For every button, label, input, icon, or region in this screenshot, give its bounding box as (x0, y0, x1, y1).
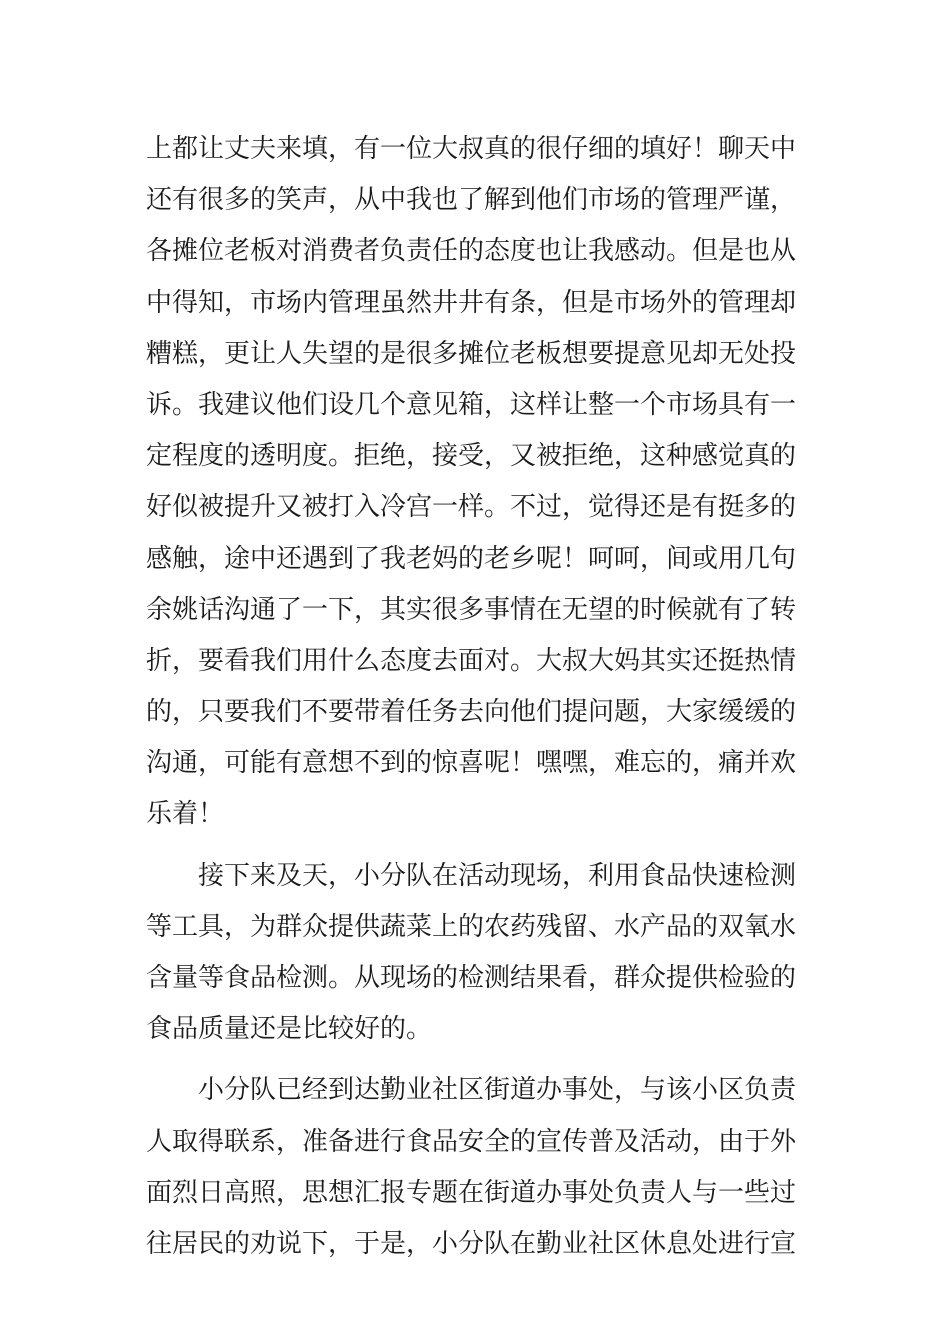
text-line: 乐着！ (146, 799, 225, 830)
text-line: 折，要看我们用什么态度去面对。大叔大妈其实还挺热情 (146, 645, 797, 676)
text-line: 含量等食品检测。从现场的检测结果看，群众提供检验的 (146, 963, 797, 993)
document-body (146, 124, 814, 1270)
text-line: 食品质量还是比较好的。 (146, 1014, 433, 1045)
text-line: 好似被提升又被打入冷宫一样。不过，觉得还是有挺多的 (146, 492, 797, 523)
text-line: 糟糕，更让人失望的是很多摊位老板想要提意见却无处投 (146, 338, 797, 369)
text-line: 沟通，可能有意想不到的惊喜呢！嘿嘿，难忘的，痛并欢 (146, 748, 797, 779)
text-line: 小分队已经到达勤业社区街道办事处，与该小区负责 (146, 1075, 797, 1106)
text-line: 面烈日高照，思想汇报专题在街道办事处负责人与一些过 (146, 1177, 797, 1208)
text-line: 各摊位老板对消费者负责任的态度也让我感动。但是也从 (146, 236, 797, 267)
text-line: 诉。我建议他们设几个意见箱，这样让整一个市场具有一 (146, 389, 797, 420)
paragraph-spacer (146, 1055, 814, 1065)
paragraph-3 (146, 1065, 814, 1270)
text-line: 还有很多的笑声，从中我也了解到他们市场的管理严谨， (146, 185, 797, 216)
text-line: 定程度的透明度。拒绝，接受，又被拒绝，这种感觉真的 (146, 441, 797, 472)
text-line: 上都让丈夫来填，有一位大叔真的很仔细的填好！聊天中 (146, 134, 797, 164)
text-line: 往居民的劝说下，于是，小分队在勤业社区休息处进行宣 (146, 1228, 797, 1259)
text-line: 余姚话沟通了一下，其实很多事情在无望的时候就有了转 (146, 594, 797, 625)
paragraph-spacer (146, 841, 814, 851)
text-line: 等工具，为群众提供蔬菜上的农药残留、水产品的双氧水 (146, 911, 797, 942)
paragraph-1 (146, 124, 814, 841)
text-line: 的，只要我们不要带着任务去向他们提问题，大家缓缓的 (146, 697, 797, 728)
paragraph-2 (146, 851, 814, 1056)
text-line: 人取得联系，准备进行食品安全的宣传普及活动，由于外 (146, 1126, 797, 1157)
text-line: 感触，途中还遇到了我老妈的老乡呢！呵呵，间或用几句 (146, 543, 797, 574)
text-line: 接下来及天，小分队在活动现场，利用食品快速检测 (146, 860, 797, 891)
text-line: 中得知，市场内管理虽然井井有条，但是市场外的管理却 (146, 287, 797, 318)
